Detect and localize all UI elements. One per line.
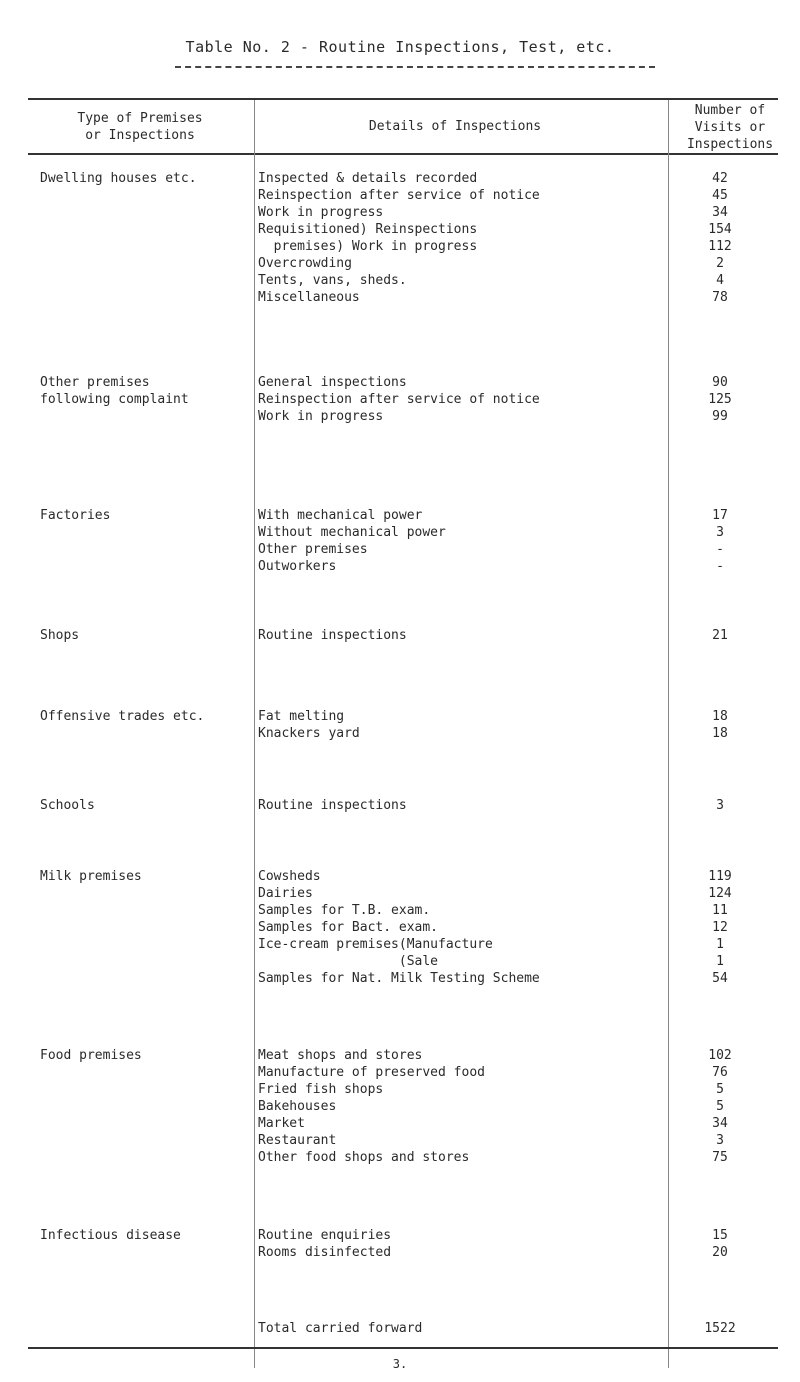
total-value: 1522 <box>704 1321 736 1336</box>
section-type-label: Factories <box>40 508 111 523</box>
detail-label: Manufacture of preserved food <box>258 1065 485 1080</box>
detail-label: Overcrowding <box>258 256 352 271</box>
detail-label: With mechanical power <box>258 508 423 523</box>
detail-label: Bakehouses <box>258 1099 337 1114</box>
count-value: 1 <box>716 937 724 952</box>
detail-label: Routine inspections <box>258 798 407 813</box>
detail-label: Requisitioned) Reinspections <box>258 222 478 237</box>
count-value: 3 <box>716 1133 724 1148</box>
count-value: 54 <box>712 971 728 986</box>
count-value: 11 <box>712 903 728 918</box>
header-type-line-1: Type of Premises <box>77 111 203 126</box>
count-value: - <box>716 559 724 574</box>
detail-label: Reinspection after service of notice <box>258 188 540 203</box>
detail-label: Rooms disinfected <box>258 1245 392 1260</box>
count-value: 102 <box>708 1048 732 1063</box>
detail-label: (Sale <box>258 954 439 969</box>
detail-label: Tents, vans, sheds. <box>258 273 407 288</box>
detail-label: General inspections <box>258 375 407 390</box>
detail-label: Other food shops and stores <box>258 1150 470 1165</box>
count-value: - <box>716 542 724 557</box>
count-value: 90 <box>712 375 728 390</box>
count-value: 18 <box>712 726 728 741</box>
section-type-label: Milk premises <box>40 869 142 884</box>
count-value: 17 <box>712 508 728 523</box>
count-value: 21 <box>712 628 728 643</box>
count-value: 34 <box>712 205 728 220</box>
detail-label: Routine enquiries <box>258 1228 392 1243</box>
header-bottom-rule <box>28 153 778 155</box>
count-value: 76 <box>712 1065 728 1080</box>
header-type-line-2: or Inspections <box>85 128 195 143</box>
count-value: 20 <box>712 1245 728 1260</box>
detail-label: Work in progress <box>258 409 384 424</box>
detail-label: Reinspection after service of notice <box>258 392 540 407</box>
detail-label: Meat shops and stores <box>258 1048 423 1063</box>
table-top-rule <box>28 98 778 100</box>
detail-label: Restaurant <box>258 1133 337 1148</box>
count-value: 75 <box>712 1150 728 1165</box>
count-value: 4 <box>716 273 724 288</box>
count-value: 45 <box>712 188 728 203</box>
count-value: 18 <box>712 709 728 724</box>
count-value: 3 <box>716 525 724 540</box>
detail-label: Dairies <box>258 886 313 901</box>
section-type-label: Schools <box>40 798 95 813</box>
header-number-line-3: Inspections <box>686 137 774 152</box>
detail-label: Miscellaneous <box>258 290 360 305</box>
detail-label: Market <box>258 1116 305 1131</box>
count-value: 12 <box>712 920 728 935</box>
section-type-label: Offensive trades etc. <box>40 709 205 724</box>
section-type-label: Dwelling houses etc. <box>40 171 197 186</box>
detail-label: Knackers yard <box>258 726 360 741</box>
section-type-label: Other premises <box>40 375 150 390</box>
count-value: 125 <box>708 392 732 407</box>
count-value: 5 <box>716 1099 724 1114</box>
header-type <box>40 110 240 144</box>
count-value: 34 <box>712 1116 728 1131</box>
detail-label: Without mechanical power <box>258 525 446 540</box>
table-bottom-rule <box>28 1347 778 1349</box>
detail-label: Samples for Nat. Milk Testing Scheme <box>258 971 540 986</box>
total-label: Total carried forward <box>258 1321 423 1336</box>
count-value: 154 <box>708 222 732 237</box>
section-type-label: Food premises <box>40 1048 142 1063</box>
count-value: 124 <box>708 886 732 901</box>
count-value: 112 <box>708 239 732 254</box>
detail-label: Inspected & details recorded <box>258 171 478 186</box>
count-value: 42 <box>712 171 728 186</box>
count-value: 1 <box>716 954 724 969</box>
title-underline <box>175 66 655 68</box>
detail-label: Cowsheds <box>258 869 321 884</box>
header-number-line-2: Visits or <box>694 120 766 135</box>
header-details: Details of Inspections <box>368 119 542 134</box>
count-value: 15 <box>712 1228 728 1243</box>
count-value: 2 <box>716 256 724 271</box>
section-type-label: following complaint <box>40 392 189 407</box>
detail-label: Samples for Bact. exam. <box>258 920 439 935</box>
detail-label: Work in progress <box>258 205 384 220</box>
page-title: Table No. 2 - Routine Inspections, Test, etc. <box>185 38 615 56</box>
detail-label: Outworkers <box>258 559 337 574</box>
detail-label: Fat melting <box>258 709 345 724</box>
count-value: 3 <box>716 798 724 813</box>
column-divider-left <box>254 100 255 1368</box>
count-value: 99 <box>712 409 728 424</box>
section-type-label: Infectious disease <box>40 1228 181 1243</box>
detail-label: Routine inspections <box>258 628 407 643</box>
detail-label: Samples for T.B. exam. <box>258 903 431 918</box>
count-value: 5 <box>716 1082 724 1097</box>
header-number <box>670 102 790 153</box>
page-number: 3. <box>392 1357 408 1371</box>
detail-label: Fried fish shops <box>258 1082 384 1097</box>
detail-label: Other premises <box>258 542 368 557</box>
detail-label: premises) Work in progress <box>258 239 478 254</box>
header-number-line-1: Number of <box>694 103 766 118</box>
detail-label: Ice-cream premises(Manufacture <box>258 937 493 952</box>
section-type-label: Shops <box>40 628 80 643</box>
count-value: 78 <box>712 290 728 305</box>
count-value: 119 <box>708 869 732 884</box>
